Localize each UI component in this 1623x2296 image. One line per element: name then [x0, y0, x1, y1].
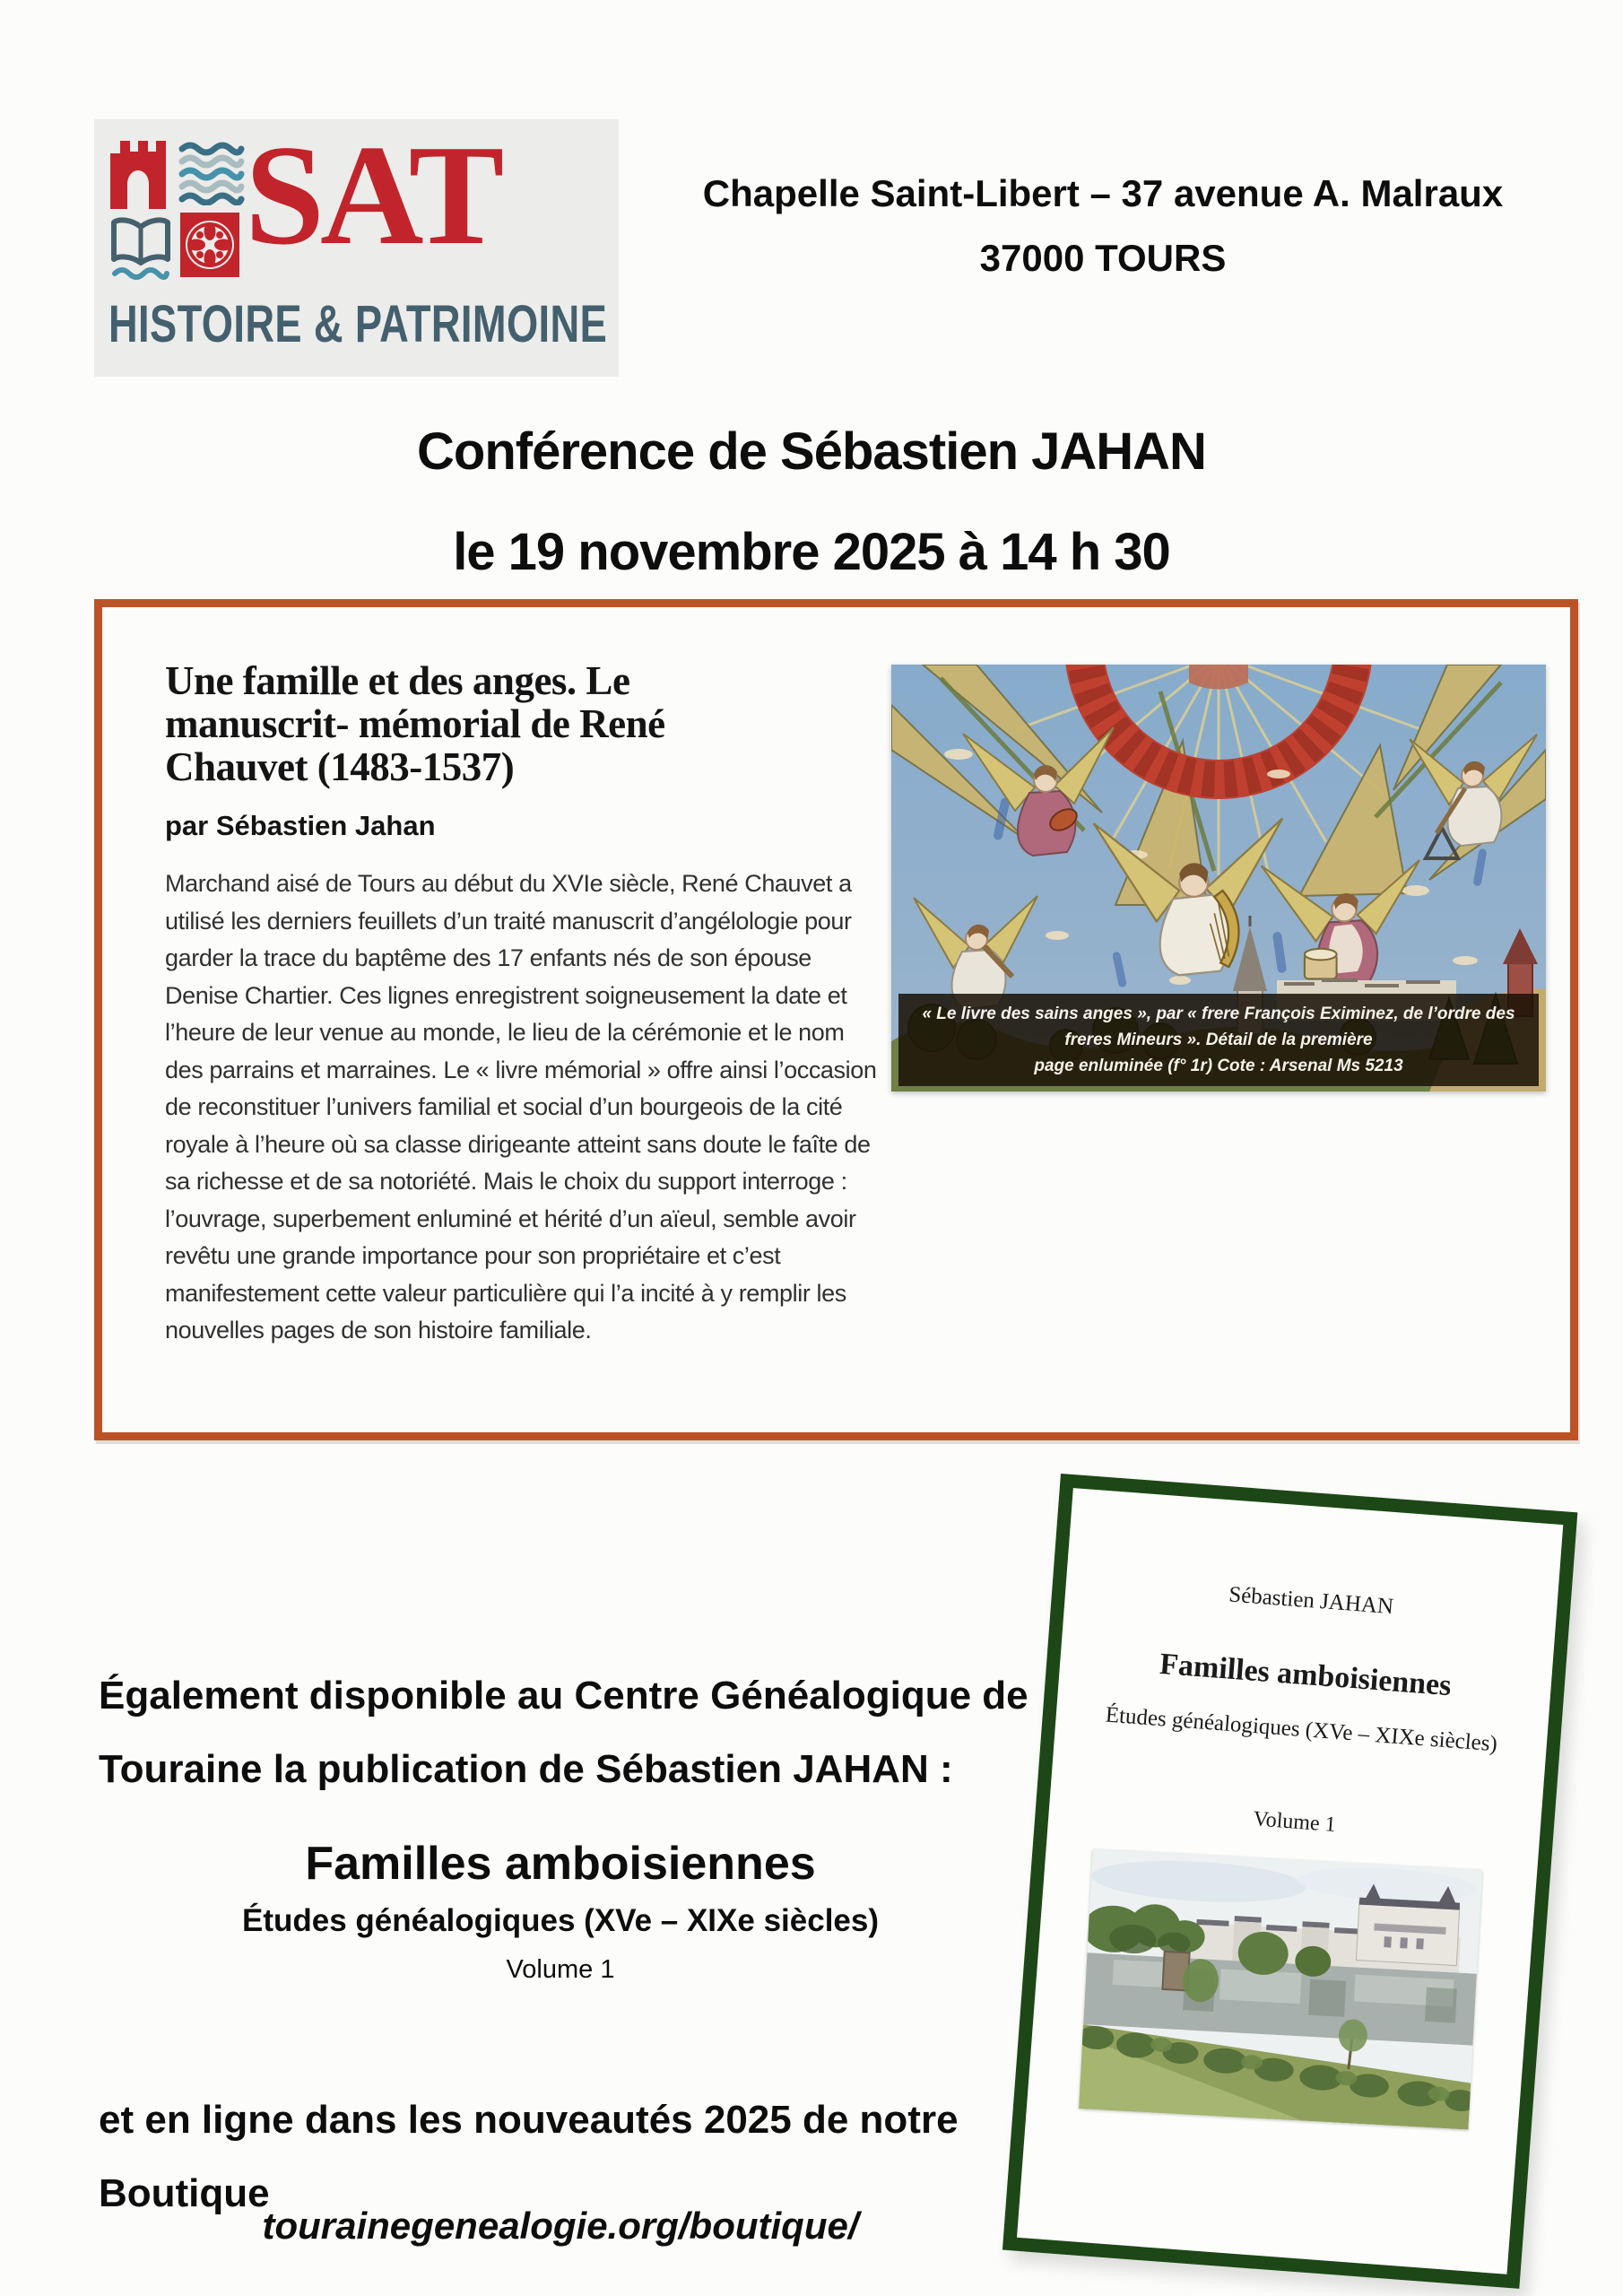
- caption-line-2: page enluminée (f° 1r) Cote : Arsenal Ms 5213: [1034, 1057, 1403, 1075]
- address-line-1: Chapelle Saint-Libert – 37 avenue A. Malraux: [702, 172, 1504, 214]
- article-title: Une famille et des anges. Le manuscrit- mémorial de René Chauvet (1483-1537): [165, 658, 665, 789]
- boutique-url: tourainegenealogie.org/boutique/: [262, 2205, 859, 2247]
- waves-icon: [178, 141, 245, 205]
- logo-icon-grid: [110, 141, 247, 281]
- image-caption: [898, 994, 1539, 1086]
- logo-tagline: HISTOIRE & PATRIMOINE: [108, 295, 608, 353]
- rosette-icon: [180, 213, 239, 277]
- book-title: Familles amboisiennes: [1159, 1647, 1453, 1703]
- book-cover: [1002, 1474, 1577, 2289]
- publication-subtitle: Études généalogiques (XVe – XIXe siècles): [241, 1903, 879, 1938]
- availability-intro: [99, 1659, 1028, 1806]
- book-volume: Volume 1: [1252, 1807, 1337, 1838]
- logo-acronym: SAT: [245, 115, 500, 274]
- open-book-icon: [110, 216, 171, 281]
- publication-volume: Volume 1: [506, 1955, 615, 1984]
- conference-summary-panel: [94, 599, 1578, 1440]
- article-body: Marchand aisé de Tours au début du XVIe siècle, René Chauvet a utilisé les derniers feuillets d’un traité manuscrit d’angélologie pour garder la trace du baptême des 17 enfants nés de son épouse Denise Chartier. Ces lignes enregistrent soigneusement la date et l’heure de leur venue au monde, le lieu de la cérémonie et le nom des parrains et marraines. Le « livre mémorial » offre ainsi l’occasion de reconstituer l’univers familial et social d’un bourgeois de la cité royale à l’heure où sa classe dirigeante atteint sans doute le faîte de sa richesse et de sa notoriété. Mais le choix du support interroge : l’ouvrage, superbement enluminé et hérité d’un aïeul, semble avoir revêtu une grande importance pour son propriétaire et c’est manifestement cette valeur particulière qui l’a incité à y remplir les nouvelles pages de son histoire familiale.: [165, 870, 877, 1344]
- online-line-1: et en ligne dans les nouveautés 2025 de notre: [99, 2098, 959, 2142]
- manuscript-illumination-image: [891, 665, 1546, 1091]
- availability-intro-line-2: Touraine la publication de Sébastien JAHAN :: [99, 1747, 953, 1791]
- book-author: Sébastien JAHAN: [1228, 1582, 1394, 1620]
- castle-icon: [110, 141, 166, 209]
- event-datetime: le 19 novembre 2025 à 14 h 30: [453, 523, 1170, 581]
- book-cover-page: [1017, 1488, 1563, 2274]
- sat-logo: [94, 115, 619, 377]
- amboise-photo: [1079, 1848, 1482, 2129]
- publication-title: Familles amboisiennes: [305, 1838, 816, 1890]
- address-line-2: 37000 TOURS: [979, 237, 1227, 279]
- book-subtitle: Études généalogiques (XVe – XIXe siècles): [1104, 1702, 1498, 1757]
- article-byline: par Sébastien Jahan: [165, 810, 436, 841]
- availability-intro-line-1: Également disponible au Centre Généalogique de: [99, 1674, 1028, 1718]
- venue-address: [646, 161, 1560, 291]
- online-line-2: Boutique: [99, 2171, 270, 2215]
- event-title: Conférence de Sébastien JAHAN: [417, 422, 1206, 481]
- caption-line-1: « Le livre des sains anges », par « frere François Eximinez, de l’ordre des freres Mineurs ». Détail de la première: [922, 1004, 1515, 1049]
